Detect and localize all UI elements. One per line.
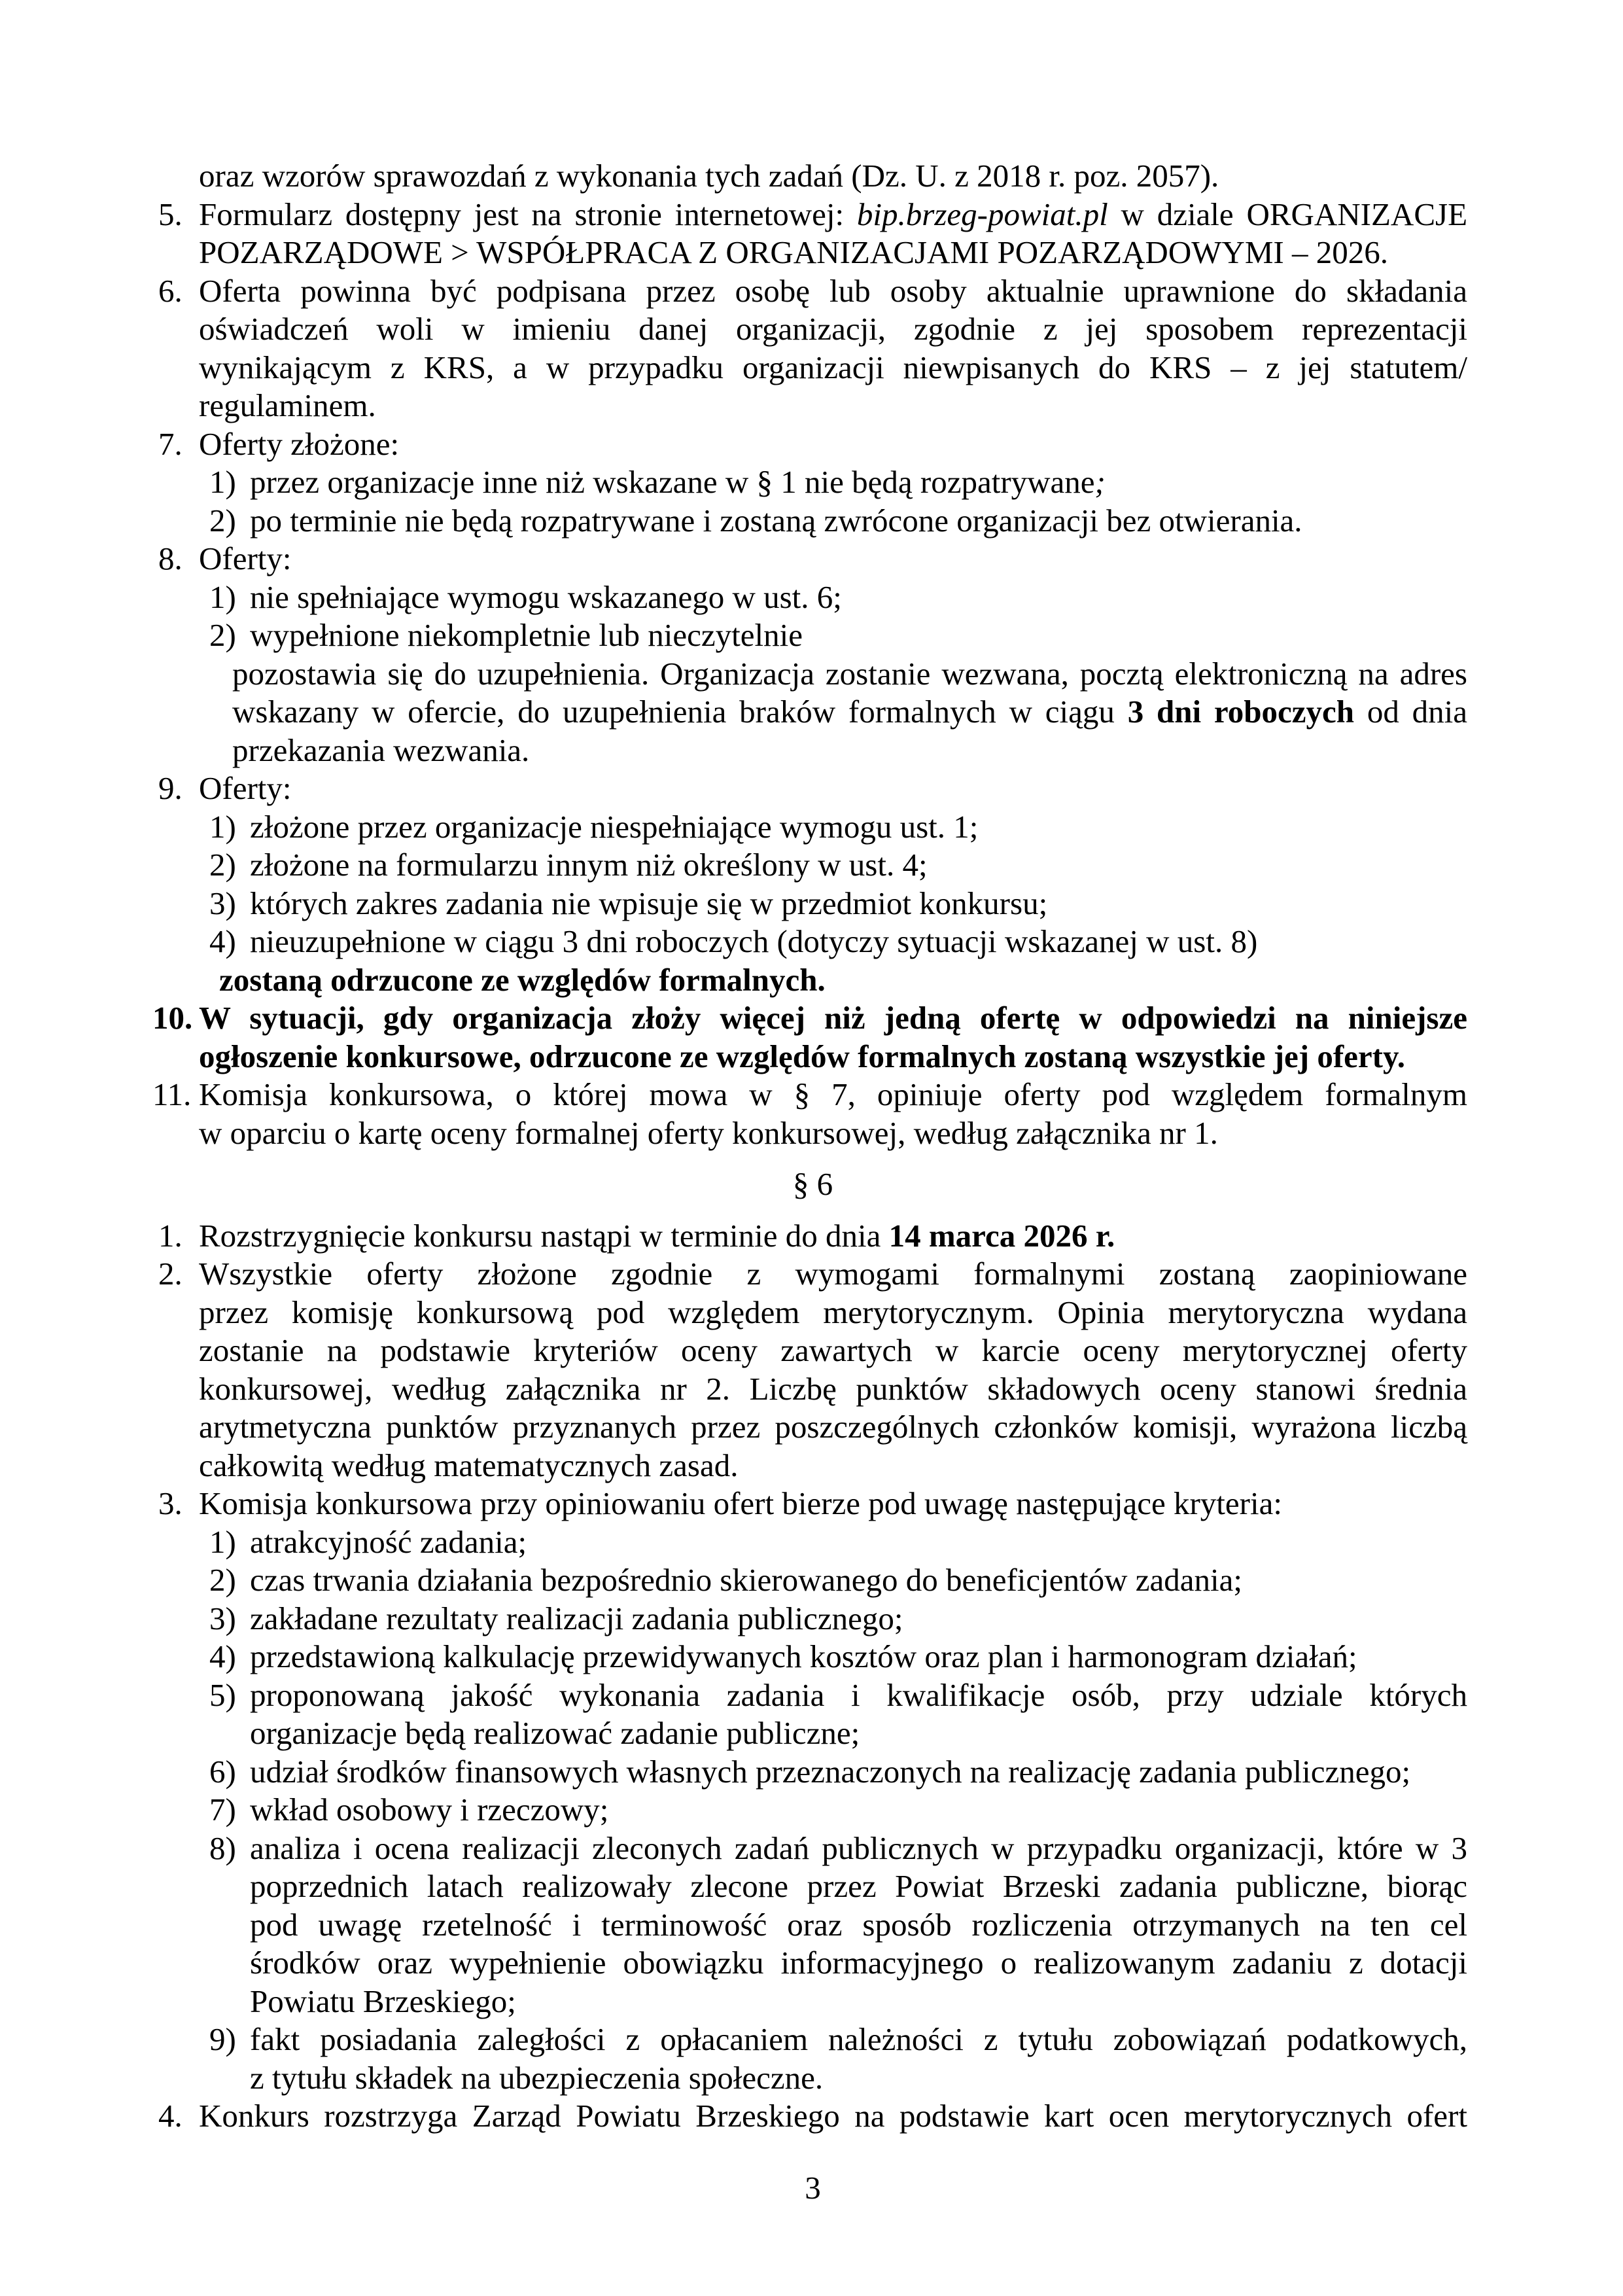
- text-line: [158, 2097, 1467, 2136]
- line-text: [250, 1753, 1467, 1792]
- line-text: [250, 1791, 1467, 1829]
- line-text: [250, 1600, 1467, 1638]
- line-text: [232, 693, 1467, 732]
- line-text: [199, 349, 1467, 387]
- line-text: [232, 655, 1467, 694]
- text-line: [158, 732, 1467, 770]
- text-line: [158, 808, 1467, 847]
- text-run: środków oraz wypełnienie obowiązku informacyjnego o realizowanym zadaniu z dotacji: [250, 1945, 1467, 1981]
- line-text: [199, 1447, 1467, 1485]
- list-number: 11.: [152, 1076, 192, 1112]
- text-line: [152, 999, 1467, 1038]
- text-line: [158, 961, 1467, 1000]
- line-text: [250, 1561, 1467, 1600]
- text-run: udział środków finansowych własnych przeznaczonych na realizację zadania publicznego;: [250, 1753, 1411, 1790]
- text-run: poprzednich latach realizowały zlecone przez Powiat Brzeski zadania publiczne, biorąc: [250, 1868, 1467, 1904]
- text-line: [158, 1753, 1467, 1792]
- text-run: nie spełniające wymogu wskazanego w ust. 6;: [250, 578, 842, 615]
- line-text: [250, 808, 1467, 847]
- text-line: [158, 196, 1467, 234]
- line-text: [199, 999, 1467, 1038]
- list-number: 3): [209, 885, 236, 921]
- list-number: 1): [209, 808, 236, 845]
- text-run: wynikającym z KRS, a w przypadku organizacji niewpisanych do KRS – z jej statutem/: [199, 349, 1467, 385]
- line-text: [199, 2097, 1467, 2136]
- text-line: [158, 1600, 1467, 1638]
- line-text: [199, 196, 1467, 234]
- text-line: [158, 1332, 1467, 1370]
- line-text: [199, 1332, 1467, 1370]
- line-text: [250, 1523, 1467, 1562]
- line-text: [199, 769, 1467, 808]
- text-line: [158, 885, 1467, 923]
- text-line: [158, 272, 1467, 311]
- line-text: [250, 1867, 1467, 1906]
- text-line: [158, 1714, 1467, 1753]
- text-run: Oferta powinna być podpisana przez osobę lub osoby aktualnie uprawnione do składania: [199, 272, 1467, 309]
- section-heading: [158, 1165, 1467, 1204]
- list-number: 1): [209, 1523, 236, 1560]
- text-run: W sytuacji, gdy organizacja złoży więcej niż jedną ofertę w odpowiedzi na niniejsze: [199, 1000, 1467, 1036]
- list-number: 2): [209, 1562, 236, 1598]
- text-run: oraz wzorów sprawozdań z wykonania tych zadań (Dz. U. z 2018 r. poz. 2057).: [199, 158, 1219, 194]
- text-run: zostaną odrzucone ze względów formalnych.: [219, 961, 826, 998]
- text-run: których zakres zadania nie wpisuje się w przedmiot konkursu;: [250, 885, 1048, 921]
- text-line: [158, 463, 1467, 502]
- list-number: 3.: [158, 1485, 183, 1521]
- text-run: ;: [1094, 464, 1106, 500]
- text-run: z tytułu składek na ubezpieczenia społeczne.: [250, 2059, 824, 2096]
- document-lines: [152, 157, 1467, 2136]
- list-number: 8): [209, 1829, 236, 1866]
- page-number: 3: [805, 2170, 821, 2206]
- list-number: 8.: [158, 540, 183, 576]
- line-text: [250, 1829, 1467, 1868]
- text-line: [158, 1523, 1467, 1562]
- text-run: ogłoszenie konkursowe, odrzucone ze względów formalnych zostaną wszystkie jej oferty.: [199, 1038, 1406, 1074]
- line-text: [250, 923, 1467, 961]
- text-run: oświadczeń woli w imieniu danej organizacji, zgodnie z jej sposobem reprezentacji: [199, 311, 1467, 347]
- list-number: 5.: [158, 196, 183, 232]
- line-text: [199, 1114, 1467, 1153]
- text-run: arytmetyczna punktów przyznanych przez poszczególnych członków komisji, wyrażona liczbą: [199, 1409, 1467, 1445]
- text-line: [158, 923, 1467, 961]
- line-text: [250, 1638, 1467, 1676]
- text-line: [158, 1829, 1467, 1868]
- list-number: 9.: [158, 770, 183, 806]
- line-text: [199, 425, 1467, 464]
- text-line: [158, 1906, 1467, 1945]
- line-text: [199, 1255, 1467, 1294]
- text-line: [158, 1447, 1467, 1485]
- text-line: [158, 693, 1467, 732]
- text-run: przekazania wezwania.: [232, 732, 530, 768]
- text-run: POZARZĄDOWE > WSPÓŁPRACA Z ORGANIZACJAMI POZARZĄDOWYMI – 2026.: [199, 234, 1388, 270]
- text-line: [158, 1114, 1467, 1153]
- line-text: [250, 578, 1467, 617]
- text-run: organizacje będą realizować zadanie publiczne;: [250, 1715, 860, 1751]
- text-run: złożone przez organizacje niespełniające wymogu ust. 1;: [250, 808, 979, 845]
- text-line: [158, 1485, 1467, 1523]
- text-run: złożone na formularzu innym niż określony w ust. 4;: [250, 847, 928, 883]
- list-number: 6): [209, 1753, 236, 1790]
- list-number: 2): [209, 502, 236, 539]
- list-number: 6.: [158, 272, 183, 309]
- text-line: [158, 1983, 1467, 2021]
- text-run: od dnia: [1354, 694, 1467, 730]
- list-number: 9): [209, 2021, 236, 2057]
- line-text: [219, 961, 1467, 1000]
- text-line: [158, 234, 1467, 272]
- line-text: [199, 157, 1467, 196]
- text-line: [158, 1676, 1467, 1715]
- line-text: [232, 732, 1467, 770]
- text-run: analiza i ocena realizacji zleconych zadań publicznych w przypadku organizacji, które w 3: [250, 1829, 1467, 1866]
- text-run: w dziale ORGANIZACJE: [1108, 196, 1467, 232]
- text-line: [158, 1944, 1467, 1983]
- list-number: 4): [209, 923, 236, 959]
- line-text: [250, 616, 1467, 655]
- text-line: [158, 387, 1467, 425]
- text-line: [158, 2059, 1467, 2098]
- text-run: konkursowej, według załącznika nr 2. Liczbę punktów składowych oceny stanowi średnia: [199, 1370, 1467, 1407]
- text-line: [152, 1076, 1467, 1114]
- text-run: zostanie na podstawie kryteriów oceny zawartych w karcie oceny merytorycznej oferty: [199, 1332, 1467, 1368]
- text-run: 3 dni roboczych: [1127, 694, 1355, 730]
- text-line: [158, 425, 1467, 464]
- text-run: po terminie nie będą rozpatrywane i zostaną zwrócone organizacji bez otwierania.: [250, 502, 1302, 539]
- list-number: 1): [209, 578, 236, 615]
- text-run: przez komisję konkursową pod względem merytorycznym. Opinia merytoryczna wydana: [199, 1294, 1467, 1330]
- text-line: [158, 1255, 1467, 1294]
- text-run: Formularz dostępny jest na stronie internetowej:: [199, 196, 857, 232]
- list-number: 2.: [158, 1256, 183, 1292]
- text-run: Powiatu Brzeskiego;: [250, 1983, 516, 2019]
- text-line: [158, 349, 1467, 387]
- text-run: zakładane rezultaty realizacji zadania publicznego;: [250, 1600, 903, 1636]
- text-run: wypełnione niekompletnie lub nieczytelnie: [250, 617, 803, 653]
- text-line: [158, 1867, 1467, 1906]
- text-line: [158, 540, 1467, 578]
- text-run: § 6: [792, 1166, 833, 1202]
- line-text: [250, 1983, 1467, 2021]
- line-text: [199, 272, 1467, 311]
- text-line: [158, 1038, 1467, 1076]
- line-text: [250, 885, 1467, 923]
- line-text: [199, 540, 1467, 578]
- list-number: 3): [209, 1600, 236, 1636]
- list-number: 7.: [158, 425, 183, 462]
- text-line: [158, 1217, 1467, 1256]
- text-run: bip.brzeg-powiat.pl: [856, 196, 1108, 232]
- list-number: 1.: [158, 1217, 183, 1254]
- text-run: Rozstrzygnięcie konkursu nastąpi w terminie do dnia: [199, 1217, 889, 1254]
- line-text: [250, 1714, 1467, 1753]
- line-text: [199, 1038, 1467, 1076]
- line-text: [199, 1076, 1467, 1114]
- text-run: Komisja konkursowa przy opiniowaniu ofert bierze pod uwagę następujące kryteria:: [199, 1485, 1282, 1521]
- text-run: całkowitą według matematycznych zasad.: [199, 1447, 739, 1483]
- line-text: [199, 1294, 1467, 1332]
- line-text: [199, 234, 1467, 272]
- text-run: przedstawioną kalkulację przewidywanych kosztów oraz plan i harmonogram działań;: [250, 1638, 1357, 1674]
- line-text: [250, 2059, 1467, 2098]
- line-text: [199, 1370, 1467, 1409]
- text-line: [158, 2021, 1467, 2059]
- text-run: regulaminem.: [199, 387, 376, 423]
- text-run: wskazany w ofercie, do uzupełnienia braków formalnych w ciągu: [232, 694, 1128, 730]
- line-text: [199, 1408, 1467, 1447]
- line-text: [199, 387, 1467, 425]
- text-line: [158, 310, 1467, 349]
- text-run: pozostawia się do uzupełnienia. Organizacja zostanie wezwana, pocztą elektroniczną na adres: [232, 655, 1467, 692]
- line-text: [250, 463, 1467, 502]
- line-text: [250, 846, 1467, 885]
- text-run: proponowaną jakość wykonania zadania i kwalifikacje osób, przy udziale których: [250, 1676, 1467, 1713]
- text-run: Wszystkie oferty złożone zgodnie z wymogami formalnymi zostaną zaopiniowane: [199, 1256, 1467, 1292]
- text-line: [158, 1370, 1467, 1409]
- line-text: [199, 1485, 1467, 1523]
- list-number: 1): [209, 464, 236, 500]
- line-text: [250, 1676, 1467, 1715]
- text-run: Komisja konkursowa, o której mowa w § 7, opiniuje oferty pod względem formalnym: [199, 1076, 1467, 1112]
- text-run: Konkurs rozstrzyga Zarząd Powiatu Brzeskiego na podstawie kart ocen merytorycznych ofert: [199, 2098, 1467, 2134]
- document-content: [152, 157, 1467, 2136]
- text-line: [158, 1791, 1467, 1829]
- line-text: [199, 310, 1467, 349]
- text-run: Oferty złożone:: [199, 425, 400, 462]
- text-run: atrakcyjność zadania;: [250, 1523, 527, 1560]
- text-line: [158, 1638, 1467, 1676]
- text-line: [158, 655, 1467, 694]
- text-line: [158, 1408, 1467, 1447]
- text-line: [158, 846, 1467, 885]
- line-text: [158, 1165, 1467, 1204]
- text-line: [158, 502, 1467, 540]
- list-number: 4): [209, 1638, 236, 1674]
- text-run: Oferty:: [199, 770, 292, 806]
- list-number: 10.: [152, 1000, 193, 1036]
- line-text: [250, 502, 1467, 540]
- text-line: [158, 616, 1467, 655]
- text-run: przez organizacje inne niż wskazane w § 1 nie będą rozpatrywane: [250, 464, 1095, 500]
- text-run: Oferty:: [199, 540, 292, 576]
- list-number: 2): [209, 617, 236, 653]
- text-run: czas trwania działania bezpośrednio skierowanego do beneficjentów zadania;: [250, 1562, 1242, 1598]
- line-text: [250, 1906, 1467, 1945]
- text-line: [158, 1294, 1467, 1332]
- text-run: nieuzupełnione w ciągu 3 dni roboczych (dotyczy sytuacji wskazanej w ust. 8): [250, 923, 1258, 959]
- text-line: [158, 769, 1467, 808]
- text-run: pod uwagę rzetelność i terminowość oraz sposób rozliczenia otrzymanych na ten cel: [250, 1906, 1467, 1943]
- text-run: 14 marca 2026 r.: [888, 1217, 1115, 1254]
- list-number: 2): [209, 847, 236, 883]
- text-run: w oparciu o kartę oceny formalnej oferty konkursowej, według załącznika nr 1.: [199, 1114, 1218, 1151]
- line-text: [250, 2021, 1467, 2059]
- text-line: [158, 578, 1467, 617]
- list-number: 7): [209, 1792, 236, 1828]
- line-text: [199, 1217, 1467, 1256]
- text-run: wkład osobowy i rzeczowy;: [250, 1792, 609, 1828]
- text-line: [158, 1561, 1467, 1600]
- text-line: [158, 157, 1467, 196]
- list-number: 5): [209, 1676, 236, 1713]
- text-run: fakt posiadania zaległości z opłacaniem należności z tytułu zobowiązań podatkowych,: [250, 2021, 1467, 2057]
- line-text: [250, 1944, 1467, 1983]
- list-number: 4.: [158, 2098, 183, 2134]
